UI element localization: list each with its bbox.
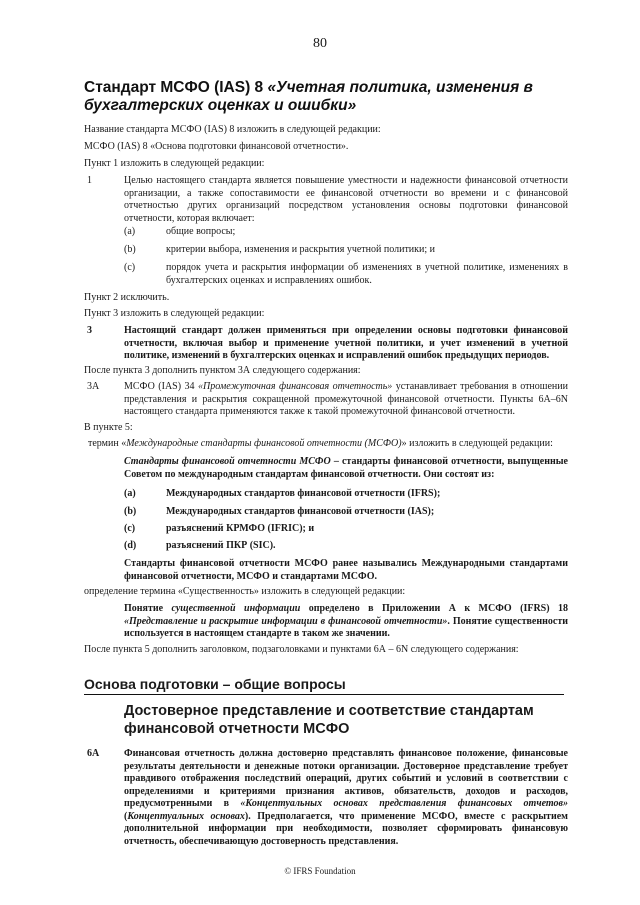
intro-line-2: МСФО (IAS) 8 «Основа подготовки финансовой отчетности».	[84, 141, 349, 152]
text-run-italic: «Промежуточная финансовая отчетность»	[198, 381, 393, 392]
paragraph-2-note: Пункт 2 исключить.	[84, 292, 170, 303]
section-title-text: Основа подготовки – общие вопросы	[84, 676, 346, 692]
intro-line-3: Пункт 1 изложить в следующей редакции:	[84, 158, 265, 169]
paragraph-3-note: Пункт 3 изложить в следующей редакции:	[84, 308, 265, 319]
paragraph-5-note: В пункте 5:	[84, 422, 133, 433]
definition-1-closing: Стандарты финансовой отчетности МСФО ранее назывались Международными стандартами финансовой отчетности, МСФО и стандартами МСФО.	[124, 558, 568, 582]
paragraph-3a-text	[124, 381, 568, 419]
text-run-italic: существенной информации	[171, 603, 301, 614]
text-run: » изложить в следующей редакции:	[401, 438, 553, 449]
list-label: (c)	[124, 523, 136, 534]
list-label: (a)	[124, 226, 136, 237]
text-run: термин «	[88, 438, 127, 449]
text-run: Понятие	[124, 603, 172, 614]
list-label: (b)	[124, 506, 137, 517]
text-run: (	[124, 810, 128, 822]
list-label: (c)	[124, 262, 136, 273]
paragraph-1-number: 1	[87, 175, 92, 186]
text-run: МСФО (IAS) 34	[124, 381, 199, 392]
intro-line-1: Название стандарта МСФО (IAS) 8 изложить в следующей редакции:	[84, 124, 381, 135]
text-run-italic: Стандарты финансовой отчетности МСФО	[124, 456, 331, 467]
text-run: определено в Приложении А к МСФО (IFRS) 18	[300, 603, 569, 614]
paragraph-3a-number: 3А	[87, 381, 100, 392]
subsection-title: Достоверное представление и соответствие стандартам финансовой отчетности МСФО	[124, 703, 534, 737]
list-label: (b)	[124, 244, 136, 255]
footer-copyright: © IFRS Foundation	[284, 866, 356, 876]
paragraph-6a-number: 6А	[87, 748, 100, 759]
text-run-italic: «Концептуальных основах представления финансовых отчетов»	[240, 798, 568, 809]
list-item: общие вопросы;	[166, 226, 236, 237]
text-run-italic: «Представление и раскрытие информации в финансовой отчетности»	[124, 615, 448, 627]
paragraph-6a-text	[124, 748, 568, 848]
term-2-note: определение термина «Существенность» изложить в следующей редакции:	[84, 586, 406, 597]
title-italic: «Учетная политика, изменения в бухгалтерских оценках и ошибки»	[84, 79, 533, 114]
section-title	[84, 675, 564, 695]
paragraph-1-text: Целью настоящего стандарта является повышение уместности и надежности финансовой отчетности организации, а также сопоставимости ее финансовой отчетности во времени и с финансовой отчетностью других организаций посредством установления основы подготовки финансовой отчетности, которая включает:	[124, 175, 568, 224]
list-item: порядок учета и раскрытия информации об изменениях в учетной политике, изменениях в бухгалтерских оценках и исправлениях ошибок.	[166, 262, 568, 286]
paragraph-5-after-note: После пункта 5 дополнить заголовком, подзаголовками и пунктами 6А – 6N следующего содержания:	[84, 644, 519, 655]
list-item: Международных стандартов финансовой отчетности (IAS);	[166, 506, 435, 517]
text-run-italic: Международные стандарты финансовой отчетности (МСФО)	[126, 438, 402, 449]
text-run: ). Предполагается, что применение МСФО, вместе с раскрытием дополнительной информации при необходимости, позволяет сформировать финансовую отчетность, обеспечивающую достоверность представления.	[124, 810, 568, 847]
paragraph-3-text: Настоящий стандарт должен применяться при определении основы подготовки финансовой отчетности, включая выбор и применение учетной политики, и учет изменений в учетной политике, изменений в бухгалтерских оценках и исправлений ошибок предыдущих периодов.	[124, 325, 568, 361]
term-1-note	[88, 438, 568, 451]
text-run: устанавливает требования в отношении представления и раскрытия сокращенной промежуточной финансовой отчетности. Пункты 6А–6N настоящего стандарта применяются также к такой промежуточной финансовой отчетности.	[124, 381, 568, 417]
standard-title	[84, 79, 564, 115]
text-run: Финансовая отчетность должна достоверно представлять финансовое положение, финансовые результаты деятельности и денежные потоки организации. Достоверное представление требует правдивого отображения последствий операций, других событий и условий в соответствии с определениями и критериями признания активов, обязательств, доходов и расходов, предусмотренными в	[124, 748, 568, 809]
page-number: 80	[313, 36, 327, 51]
title-prefix: Стандарт МСФО (IAS) 8	[84, 79, 268, 96]
paragraph-3a-note: После пункта 3 дополнить пунктом 3А следующего содержания:	[84, 365, 361, 376]
definition-1-text	[124, 456, 568, 481]
definition-2-text	[124, 603, 568, 641]
list-item: критерии выбора, изменения и раскрытия учетной политики; и	[166, 244, 435, 255]
text-run: – стандарты финансовой отчетности, выпущенные Советом по международным стандартам финансовой отчетности. Они состоят из:	[124, 456, 568, 480]
paragraph-3-number: 3	[87, 325, 92, 336]
text-run-italic: Концептуальных основах	[127, 810, 245, 822]
list-item: разъяснений КРМФО (IFRIC); и	[166, 523, 315, 534]
text-run: . Понятие существенности используется в настоящем стандарте в таком же значении.	[124, 615, 568, 639]
list-item: Международных стандартов финансовой отчетности (IFRS);	[166, 488, 441, 499]
list-item: разъяснений ПКР (SIC).	[166, 540, 276, 551]
list-label: (a)	[124, 488, 136, 499]
list-label: (d)	[124, 540, 137, 551]
